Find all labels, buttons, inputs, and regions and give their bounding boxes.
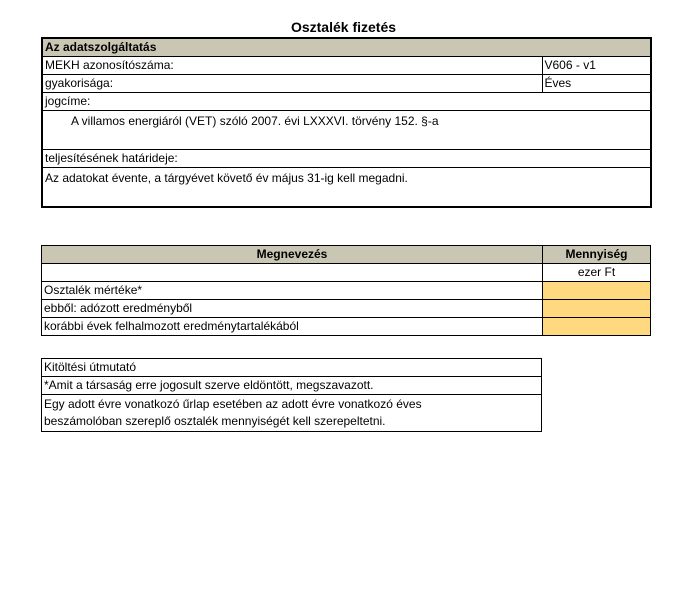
info-table [41, 37, 652, 208]
retained-earnings-input-cell[interactable] [543, 318, 651, 336]
legal-basis-label-row [42, 93, 651, 111]
row-label: ebből: adózott eredményből [42, 300, 543, 318]
guide-text-line-2: beszámolóban szereplő osztalék mennyiségét kell szerepeltetni. [44, 414, 386, 428]
info-header-row [42, 38, 651, 57]
guide-text-line-1: Egy adott évre vonatkozó űrlap esetében az adott évre vonatkozó éves [44, 397, 422, 411]
deadline-text-row [42, 168, 651, 208]
guide-title-row [42, 359, 542, 377]
unit-label: ezer Ft [543, 264, 651, 282]
mekh-value: V606 - v1 [542, 57, 651, 75]
row-label: korábbi évek felhalmozott eredménytartalékából [42, 318, 543, 336]
quantity-table [41, 245, 651, 336]
guide-table [41, 358, 542, 432]
guide-title: Kitöltési útmutató [42, 359, 542, 377]
frequency-label: gyakorisága: [42, 75, 542, 93]
guide-text [42, 395, 542, 432]
guide-note-row [42, 377, 542, 395]
frequency-value: Éves [542, 75, 651, 93]
guide-text-row [42, 395, 542, 432]
col-header-name: Megnevezés [42, 246, 543, 264]
frequency-row [42, 75, 651, 93]
taxed-profit-input-cell[interactable] [543, 300, 651, 318]
legal-basis-text-row [42, 111, 651, 150]
deadline-text: Az adatokat évente, a tárgyévet követő év május 31-ig kell megadni. [42, 168, 651, 208]
table-row [42, 300, 651, 318]
unit-row [42, 264, 651, 282]
guide-note: *Amit a társaság erre jogosult szerve eldöntött, megszavazott. [42, 377, 542, 395]
col-header-quantity: Mennyiség [543, 246, 651, 264]
row-label: Osztalék mértéke* [42, 282, 543, 300]
table-row [42, 318, 651, 336]
section-header: Az adatszolgáltatás [42, 38, 651, 57]
deadline-label-row [42, 150, 651, 168]
dividend-input-cell[interactable] [543, 282, 651, 300]
table-row [42, 282, 651, 300]
quantity-header-row [42, 246, 651, 264]
mekh-label: MEKH azonosítószáma: [42, 57, 542, 75]
deadline-label: teljesítésének határideje: [42, 150, 651, 168]
mekh-row [42, 57, 651, 75]
unit-blank-cell [42, 264, 543, 282]
legal-basis-label: jogcíme: [42, 93, 651, 111]
page-title: Osztalék fizetés [290, 19, 397, 35]
legal-basis-text: A villamos energiáról (VET) szóló 2007. évi LXXXVI. törvény 152. §-a [42, 111, 651, 150]
